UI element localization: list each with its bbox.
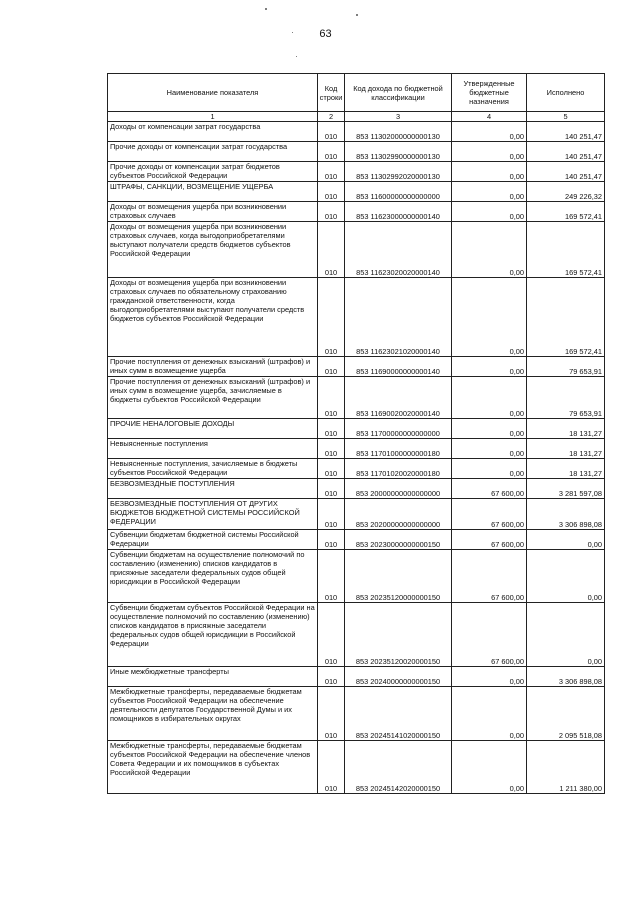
row-executed: 140 251,47 bbox=[527, 122, 605, 142]
row-name: Доходы от возмещения ущерба при возникновении страховых случаев, когда выгодоприобретателями выступают получатели средств бюджетов субъектов Российской Федерации bbox=[108, 222, 318, 278]
row-line-code: 010 bbox=[318, 479, 345, 499]
row-name: Невыясненные поступления bbox=[108, 439, 318, 459]
row-line-code: 010 bbox=[318, 222, 345, 278]
row-line-code: 010 bbox=[318, 603, 345, 667]
row-approved: 67 600,00 bbox=[452, 530, 527, 550]
row-approved: 67 600,00 bbox=[452, 479, 527, 499]
row-income-code: 853 20235120000000150 bbox=[345, 550, 452, 603]
row-executed: 3 281 597,08 bbox=[527, 479, 605, 499]
table-body bbox=[108, 122, 605, 794]
row-income-code: 853 20230000000000150 bbox=[345, 530, 452, 550]
row-approved: 0,00 bbox=[452, 667, 527, 687]
row-approved: 0,00 bbox=[452, 202, 527, 222]
table-row bbox=[108, 459, 605, 479]
page-number: 63 bbox=[319, 28, 332, 40]
column-number: 2 bbox=[318, 112, 345, 122]
row-name: Субвенции бюджетам субъектов Российской Федерации на осуществление полномочий по составлению (изменению) списков кандидатов в присяжные заседатели федеральных судов общей юрисдикции в Российской Федерации bbox=[108, 603, 318, 667]
table-row bbox=[108, 122, 605, 142]
row-executed: 169 572,41 bbox=[527, 202, 605, 222]
header-row bbox=[108, 74, 605, 112]
row-name: ШТРАФЫ, САНКЦИИ, ВОЗМЕЩЕНИЕ УЩЕРБА bbox=[108, 182, 318, 202]
row-approved: 0,00 bbox=[452, 162, 527, 182]
row-line-code: 010 bbox=[318, 439, 345, 459]
row-income-code: 853 20245141020000150 bbox=[345, 687, 452, 741]
column-number-row bbox=[108, 112, 605, 122]
row-name: Прочие доходы от компенсации затрат бюджетов субъектов Российской Федерации bbox=[108, 162, 318, 182]
row-income-code: 853 11623021020000140 bbox=[345, 278, 452, 357]
row-approved: 0,00 bbox=[452, 377, 527, 419]
row-name: Доходы от возмещения ущерба при возникновении страховых случаев по обязательному страхованию гражданской ответственности, когда выгодоприобретателями выступают получатели средств бюджетов субъектов Российской Федерации bbox=[108, 278, 318, 357]
row-income-code: 853 11690020020000140 bbox=[345, 377, 452, 419]
row-approved: 0,00 bbox=[452, 222, 527, 278]
row-executed: 18 131,27 bbox=[527, 459, 605, 479]
table-row bbox=[108, 162, 605, 182]
row-approved: 67 600,00 bbox=[452, 603, 527, 667]
row-line-code: 010 bbox=[318, 162, 345, 182]
row-executed: 140 251,47 bbox=[527, 162, 605, 182]
row-approved: 0,00 bbox=[452, 419, 527, 439]
column-number: 5 bbox=[527, 112, 605, 122]
row-line-code: 010 bbox=[318, 530, 345, 550]
table-row bbox=[108, 479, 605, 499]
row-line-code: 010 bbox=[318, 202, 345, 222]
row-income-code: 853 20000000000000000 bbox=[345, 479, 452, 499]
row-line-code: 010 bbox=[318, 182, 345, 202]
row-executed: 18 131,27 bbox=[527, 419, 605, 439]
header-line-code: Код строки bbox=[318, 74, 345, 112]
row-approved: 0,00 bbox=[452, 687, 527, 741]
row-line-code: 010 bbox=[318, 459, 345, 479]
table-row bbox=[108, 603, 605, 667]
row-executed: 169 572,41 bbox=[527, 222, 605, 278]
header-approved: Утвержденные бюджетные назначения bbox=[452, 74, 527, 112]
row-income-code: 853 11701000000000180 bbox=[345, 439, 452, 459]
row-approved: 67 600,00 bbox=[452, 550, 527, 603]
row-executed: 18 131,27 bbox=[527, 439, 605, 459]
row-line-code: 010 bbox=[318, 278, 345, 357]
budget-income-table bbox=[107, 73, 605, 794]
table-row bbox=[108, 550, 605, 603]
row-income-code: 853 11302990000000130 bbox=[345, 142, 452, 162]
row-approved: 0,00 bbox=[452, 439, 527, 459]
row-line-code: 010 bbox=[318, 667, 345, 687]
row-executed: 1 211 380,00 bbox=[527, 741, 605, 794]
row-approved: 0,00 bbox=[452, 459, 527, 479]
row-income-code: 853 20200000000000000 bbox=[345, 499, 452, 530]
row-name: Доходы от возмещения ущерба при возникновении страховых случаев bbox=[108, 202, 318, 222]
header-income-code: Код дохода по бюджетной классификации bbox=[345, 74, 452, 112]
column-number: 1 bbox=[108, 112, 318, 122]
row-name: Субвенции бюджетам бюджетной системы Российской Федерации bbox=[108, 530, 318, 550]
row-approved: 0,00 bbox=[452, 357, 527, 377]
row-income-code: 853 11600000000000000 bbox=[345, 182, 452, 202]
header-name: Наименование показателя bbox=[108, 74, 318, 112]
header-executed: Исполнено bbox=[527, 74, 605, 112]
row-executed: 79 653,91 bbox=[527, 357, 605, 377]
row-executed: 2 095 518,08 bbox=[527, 687, 605, 741]
table-row bbox=[108, 499, 605, 530]
row-income-code: 853 11302000000000130 bbox=[345, 122, 452, 142]
row-line-code: 010 bbox=[318, 377, 345, 419]
row-approved: 0,00 bbox=[452, 142, 527, 162]
row-income-code: 853 11302992020000130 bbox=[345, 162, 452, 182]
row-executed: 3 306 898,08 bbox=[527, 499, 605, 530]
row-name: Межбюджетные трансферты, передаваемые бюджетам субъектов Российской Федерации на обеспечение членов Совета Федерации и их помощников в субъектах Российской Федерации bbox=[108, 741, 318, 794]
row-name: Субвенции бюджетам на осуществление полномочий по составлению (изменению) списков кандидатов в присяжные заседатели федеральных судов общей юрисдикции в Российской Федерации bbox=[108, 550, 318, 603]
row-line-code: 010 bbox=[318, 550, 345, 603]
row-income-code: 853 20235120020000150 bbox=[345, 603, 452, 667]
row-line-code: 010 bbox=[318, 741, 345, 794]
row-income-code: 853 20245142020000150 bbox=[345, 741, 452, 794]
table-row bbox=[108, 278, 605, 357]
row-name: Прочие доходы от компенсации затрат государства bbox=[108, 142, 318, 162]
table-row bbox=[108, 222, 605, 278]
row-executed: 249 226,32 bbox=[527, 182, 605, 202]
row-approved: 0,00 bbox=[452, 741, 527, 794]
row-income-code: 853 11690000000000140 bbox=[345, 357, 452, 377]
row-approved: 0,00 bbox=[452, 278, 527, 357]
row-name: Прочие поступления от денежных взысканий (штрафов) и иных сумм в возмещение ущерба, зачисляемые в бюджеты субъектов Российской Федерации bbox=[108, 377, 318, 419]
column-number: 3 bbox=[345, 112, 452, 122]
row-name: Доходы от компенсации затрат государства bbox=[108, 122, 318, 142]
row-executed: 0,00 bbox=[527, 530, 605, 550]
row-income-code: 853 11623000000000140 bbox=[345, 202, 452, 222]
row-approved: 0,00 bbox=[452, 182, 527, 202]
scan-speck bbox=[356, 14, 358, 16]
row-line-code: 010 bbox=[318, 687, 345, 741]
row-executed: 169 572,41 bbox=[527, 278, 605, 357]
table-row bbox=[108, 439, 605, 459]
row-name: Иные межбюджетные трансферты bbox=[108, 667, 318, 687]
row-executed: 79 653,91 bbox=[527, 377, 605, 419]
row-line-code: 010 bbox=[318, 142, 345, 162]
row-name: БЕЗВОЗМЕЗДНЫЕ ПОСТУПЛЕНИЯ ОТ ДРУГИХ БЮДЖЕТОВ БЮДЖЕТНОЙ СИСТЕМЫ РОССИЙСКОЙ ФЕДЕРАЦИИ bbox=[108, 499, 318, 530]
scan-speck bbox=[296, 56, 297, 57]
row-name: БЕЗВОЗМЕЗДНЫЕ ПОСТУПЛЕНИЯ bbox=[108, 479, 318, 499]
row-name: Межбюджетные трансферты, передаваемые бюджетам субъектов Российской Федерации на обеспечение деятельности депутатов Государственной Думы и их помощников в избирательных округах bbox=[108, 687, 318, 741]
table-row bbox=[108, 687, 605, 741]
table-row bbox=[108, 202, 605, 222]
row-name: ПРОЧИЕ НЕНАЛОГОВЫЕ ДОХОДЫ bbox=[108, 419, 318, 439]
table-row bbox=[108, 741, 605, 794]
row-line-code: 010 bbox=[318, 499, 345, 530]
row-name: Прочие поступления от денежных взысканий (штрафов) и иных сумм в возмещение ущерба bbox=[108, 357, 318, 377]
row-income-code: 853 11700000000000000 bbox=[345, 419, 452, 439]
row-income-code: 853 11701020020000180 bbox=[345, 459, 452, 479]
table-row bbox=[108, 377, 605, 419]
row-line-code: 010 bbox=[318, 419, 345, 439]
row-line-code: 010 bbox=[318, 357, 345, 377]
row-executed: 0,00 bbox=[527, 550, 605, 603]
table-row bbox=[108, 667, 605, 687]
row-approved: 67 600,00 bbox=[452, 499, 527, 530]
table-row bbox=[108, 182, 605, 202]
row-approved: 0,00 bbox=[452, 122, 527, 142]
column-number: 4 bbox=[452, 112, 527, 122]
table-row bbox=[108, 419, 605, 439]
row-executed: 3 306 898,08 bbox=[527, 667, 605, 687]
row-executed: 140 251,47 bbox=[527, 142, 605, 162]
row-executed: 0,00 bbox=[527, 603, 605, 667]
row-name: Невыясненные поступления, зачисляемые в бюджеты субъектов Российской Федерации bbox=[108, 459, 318, 479]
row-income-code: 853 11623020020000140 bbox=[345, 222, 452, 278]
row-income-code: 853 20240000000000150 bbox=[345, 667, 452, 687]
table-row bbox=[108, 142, 605, 162]
scan-speck bbox=[265, 8, 267, 10]
table-row bbox=[108, 357, 605, 377]
row-line-code: 010 bbox=[318, 122, 345, 142]
table-row bbox=[108, 530, 605, 550]
